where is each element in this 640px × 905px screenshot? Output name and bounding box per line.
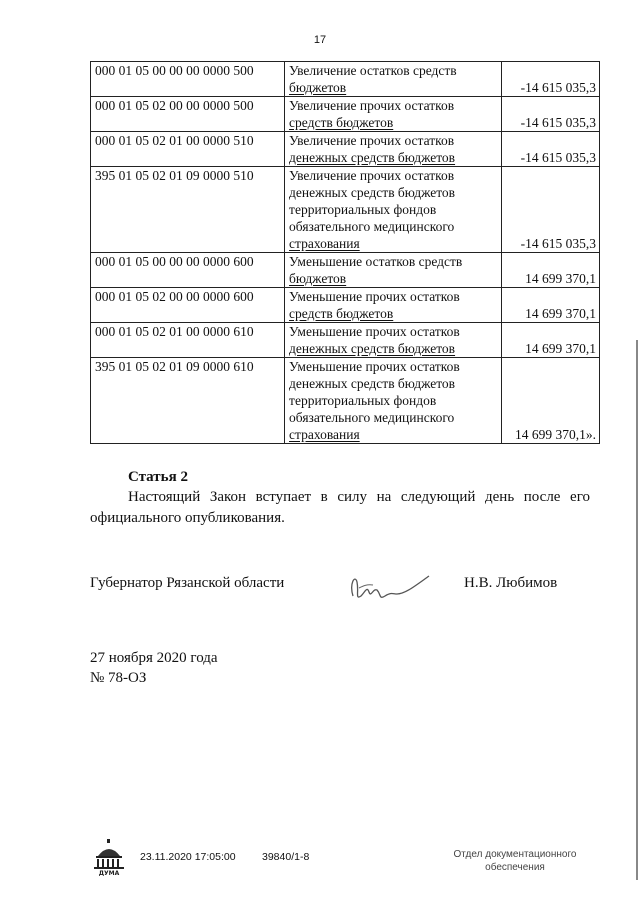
scan-edge-line [636, 340, 638, 880]
budget-name-line: денежных средств бюджетов [289, 376, 456, 391]
budget-code-cell: 000 01 05 02 01 00 0000 510 [91, 132, 285, 167]
budget-amount-cell: 14 699 370,1 [502, 253, 600, 288]
budget-code-cell: 000 01 05 00 00 00 0000 500 [91, 62, 285, 97]
budget-name-cell [285, 167, 502, 253]
budget-name-line: территориальных фондов [289, 202, 437, 217]
budget-amount-cell: -14 615 035,3 [502, 62, 600, 97]
signatory-name: Н.В. Любимов [464, 575, 558, 591]
signature-image [345, 566, 440, 613]
budget-name-line: Увеличение прочих остатков [289, 133, 455, 148]
budget-amount-cell: -14 615 035,3 [502, 132, 600, 167]
budget-amount-cell: 14 699 370,1 [502, 288, 600, 323]
budget-table-body [91, 62, 600, 444]
department-line-1: Отдел документационного [453, 849, 577, 860]
budget-name-cell [285, 288, 502, 323]
emblem-label: ДУМА [98, 870, 120, 876]
budget-name-line: бюджетов [289, 80, 347, 95]
budget-amount-cell: -14 615 035,3 [502, 97, 600, 132]
duma-emblem-icon [88, 838, 130, 876]
budget-name-line: бюджетов [289, 271, 347, 286]
law-number: № 78-ОЗ [90, 670, 147, 686]
budget-name-line: Уменьшение остатков средств [289, 254, 463, 269]
budget-name-line: Уменьшение прочих остатков [289, 289, 460, 304]
budget-name-line: средств бюджетов [289, 306, 394, 321]
budget-name-line: Увеличение остатков средств [289, 63, 457, 78]
budget-code-cell: 395 01 05 02 01 09 0000 610 [91, 358, 285, 444]
table-row [91, 253, 600, 288]
budget-name-line: денежных средств бюджетов [289, 150, 456, 165]
budget-name-line: Увеличение прочих остатков [289, 98, 455, 113]
budget-code-cell: 000 01 05 00 00 00 0000 600 [91, 253, 285, 288]
table-row [91, 358, 600, 444]
budget-name-cell [285, 253, 502, 288]
budget-name-line: страхования [289, 236, 360, 251]
budget-name-cell [285, 132, 502, 167]
budget-name-cell [285, 97, 502, 132]
duma-emblem [88, 838, 130, 881]
table-row [91, 132, 600, 167]
footer-document-code: 39840/1-8 [262, 851, 310, 863]
budget-name-cell [285, 323, 502, 358]
signature-icon [345, 566, 440, 608]
budget-table [90, 61, 600, 444]
page-number: 17 [313, 34, 327, 46]
table-row [91, 323, 600, 358]
budget-amount-cell: 14 699 370,1 [502, 323, 600, 358]
budget-name-line: обязательного медицинского [289, 410, 455, 425]
article-title: Статья 2 [128, 469, 188, 485]
budget-name-line: Уменьшение прочих остатков [289, 359, 460, 374]
table-row [91, 62, 600, 97]
budget-amount-cell: 14 699 370,1». [502, 358, 600, 444]
budget-name-line: Уменьшение прочих остатков [289, 324, 460, 339]
table-row [91, 97, 600, 132]
budget-name-cell [285, 62, 502, 97]
budget-name-line: страхования [289, 427, 360, 442]
budget-name-line: территориальных фондов [289, 393, 437, 408]
law-date: 27 ноября 2020 года [90, 650, 218, 666]
footer-datetime: 23.11.2020 17:05:00 [140, 851, 236, 863]
signatory-title: Губернатор Рязанской области [90, 575, 285, 591]
budget-name-line: Увеличение прочих остатков [289, 168, 455, 183]
budget-code-cell: 000 01 05 02 01 00 0000 610 [91, 323, 285, 358]
budget-name-cell [285, 358, 502, 444]
budget-code-cell: 000 01 05 02 00 00 0000 600 [91, 288, 285, 323]
budget-name-line: средств бюджетов [289, 115, 394, 130]
budget-name-line: денежных средств бюджетов [289, 185, 456, 200]
table-row [91, 167, 600, 253]
footer-department-stamp [440, 848, 590, 874]
department-line-2: обеспечения [485, 862, 545, 873]
budget-code-cell: 000 01 05 02 00 00 0000 500 [91, 97, 285, 132]
budget-name-line: денежных средств бюджетов [289, 341, 456, 356]
budget-name-line: обязательного медицинского [289, 219, 455, 234]
article-body: Настоящий Закон вступает в силу на следующий день после его официального опубликования. [90, 489, 590, 526]
budget-code-cell: 395 01 05 02 01 09 0000 510 [91, 167, 285, 253]
budget-amount-cell: -14 615 035,3 [502, 167, 600, 253]
table-row [91, 288, 600, 323]
